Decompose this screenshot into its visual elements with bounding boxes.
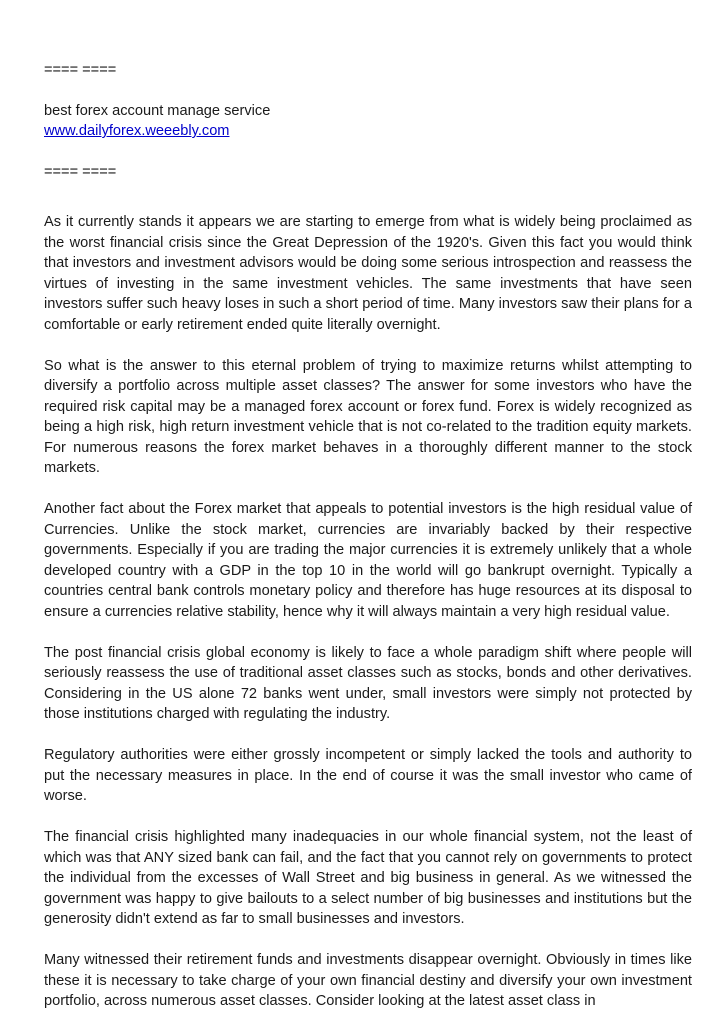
paragraph: Many witnessed their retirement funds and investments disappear overnight. Obviously in times like these it is necessary to take charge of your own financial destiny and diversify your own investment portfolio, across numerous asset classes. Consider looking at the latest asset class in [44,952,692,1009]
paragraph: As it currently stands it appears we are starting to emerge from what is widely being proclaimed as the worst financial crisis since the Great Depression of the 1920's. Given this fact you would think that investors and investment advisors would be doing some serious introspection and reassess the virtues of investing in the same investment vehicles. The same investments that have seen investors suffer such heavy loses in such a short period of time. Many investors saw their plans for a comfortable or early retirement ended quite literally overnight. [44,214,692,333]
paragraph: The financial crisis highlighted many inadequacies in our whole financial system, not the least of which was that ANY sized bank can fail, and the fact that you cannot rely on governments to protect the individual from the excesses of Wall Street and big business in general. As we witnessed the government was happy to give bailouts to a select number of big businesses and institutions but the generosity didn't extend as far to small businesses and investors. [44,829,692,927]
document-title: best forex account manage service [44,102,271,119]
paragraph: The post financial crisis global economy is likely to face a whole paradigm shift where people will seriously reassess the use of traditional asset classes such as stocks, bonds and other derivatives. Considering in the US alone 72 banks went under, small investors were simply not protected by those institutions charged with regulating the industry. [44,644,692,722]
document-body [44,60,692,1012]
separator-bottom: ==== ==== [44,163,117,180]
separator-top: ==== ==== [44,62,117,78]
spacer [44,81,692,101]
spacer [44,142,692,162]
paragraph: Regulatory authorities were either grossly incompetent or simply lacked the tools and authority to put the necessary measures in place. In the end of course it was the small investor who came of worse. [44,747,692,804]
article-text [44,212,692,1012]
spacer [44,182,692,212]
website-link[interactable]: www.dailyforex.weeebly.com [44,123,230,139]
paragraph: So what is the answer to this eternal problem of trying to maximize returns whilst attempting to diversify a portfolio across multiple asset classes? The answer for some investors who have the required risk capital may be a managed forex account or forex fund. Forex is widely recognized as being a high risk, high return investment vehicle that is not co-related to the tradition equity markets. For numerous reasons the forex market behaves in a thoroughly different manner to the stock markets. [44,357,692,476]
paragraph: Another fact about the Forex market that appeals to potential investors is the high residual value of Currencies. Unlike the stock market, currencies are invariably backed by their respective governments. Especially if you are trading the major currencies it is extremely unlikely that a whole developed country with a GDP in the top 10 in the world will go bankrupt overnight. Typically a countries central bank controls monetary policy and therefore has huge resources at its disposal to ensure a currencies relative stability, hence why it will always maintain a very high residual value. [44,501,692,620]
